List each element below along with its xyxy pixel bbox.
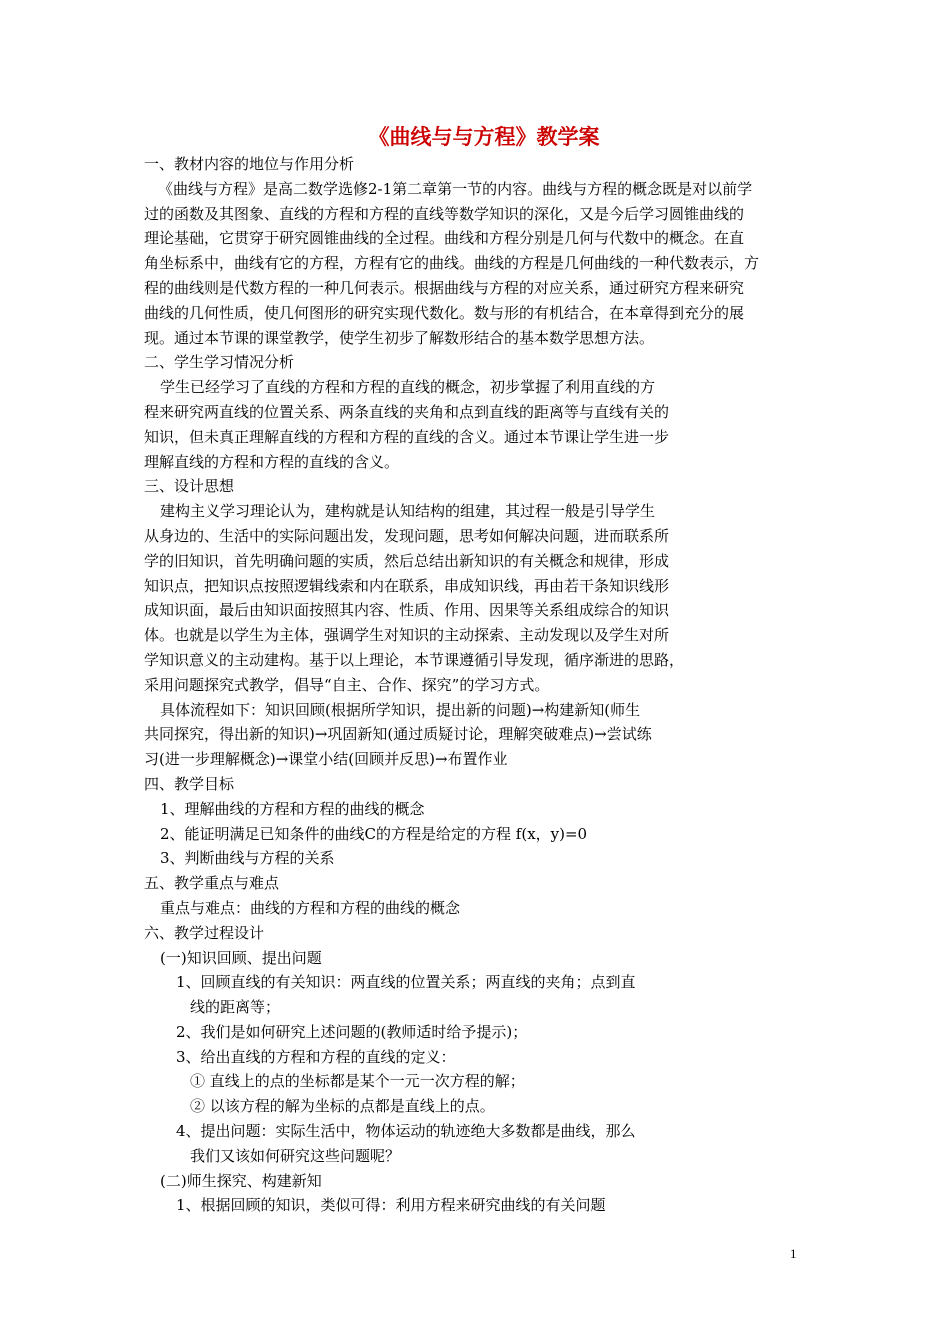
text-line: 具体流程如下：知识回顾(根据所学知识，提出新的问题)→构建新知(师生	[160, 700, 641, 719]
text-line: 二、学生学习情况分析	[144, 353, 295, 372]
text-line: 知识点，把知识点按照逻辑线索和内在联系，串成知识线，再由若干条知识线形	[144, 576, 670, 595]
text-line: 知识，但未真正理解直线的方程和方程的直线的含义。通过本节课让学生进一步	[144, 427, 670, 446]
text-line: 程来研究两直线的位置关系、两条直线的夹角和点到直线的距离等与直线有关的	[144, 402, 670, 421]
text-line: 成知识面，最后由知识面按照其内容、性质、作用、因果等关系组成综合的知识	[144, 601, 670, 620]
text-line: 学生已经学习了直线的方程和方程的直线的概念，初步掌握了利用直线的方	[160, 378, 656, 397]
text-line: 3、判断曲线与方程的关系	[160, 849, 335, 868]
text-line: 线的距离等；	[190, 998, 281, 1017]
text-line: 我们又该如何研究这些问题呢？	[190, 1146, 401, 1165]
document-body	[144, 122, 824, 1218]
text-line: 1、根据回顾的知识，类似可得：利用方程来研究曲线的有关问题	[176, 1196, 606, 1215]
text-line: ① 直线上的点的坐标都是某个一元一次方程的解；	[190, 1072, 525, 1091]
text-line: 建构主义学习理论认为，建构就是认知结构的组建，其过程一般是引导学生	[160, 502, 656, 521]
page-number: 1	[790, 1246, 797, 1261]
text-line: 习(进一步理解概念)→课堂小结(回顾并反思)→布置作业	[144, 750, 508, 769]
text-line: 曲线的几何性质，使几何图形的研究实现代数化。数与形的有机结合，在本章得到充分的展	[144, 303, 745, 322]
text-line: 程的曲线则是代数方程的一种几何表示。根据曲线与方程的对应关系，通过研究方程来研究	[144, 278, 745, 297]
text-line: 四、教学目标	[144, 774, 235, 793]
text-line: 体。也就是以学生为主体，强调学生对知识的主动探索、主动发现以及学生对所	[144, 626, 670, 645]
text-line: 采用问题探究式教学，倡导“自主、合作、探究”的学习方式。	[144, 675, 550, 694]
text-line: 五、教学重点与难点	[144, 874, 280, 893]
text-line: 2、能证明满足已知条件的曲线C的方程是给定的方程 f(x，y)=0	[160, 824, 588, 843]
text-line: ② 以该方程的解为坐标的点都是直线上的点。	[190, 1097, 495, 1116]
text-line: 共同探究，得出新的知识)→巩固新知(通过质疑讨论，理解突破难点)→尝试练	[144, 725, 652, 744]
text-line: (二)师生探究、构建新知	[160, 1171, 322, 1190]
text-line: 理论基础，它贯穿于研究圆锥曲线的全过程。曲线和方程分别是几何与代数中的概念。在直	[144, 229, 745, 248]
text-line: 学的旧知识，首先明确问题的实质，然后总结出新知识的有关概念和规律，形成	[144, 551, 670, 570]
text-line: 一、教材内容的地位与作用分析	[144, 155, 355, 173]
text-line: 从身边的、生活中的实际问题出发，发现问题，思考如何解决问题，进而联系所	[144, 526, 670, 545]
text-line: 角坐标系中，曲线有它的方程，方程有它的曲线。曲线的方程是几何曲线的一种代数表示，方	[144, 254, 760, 273]
text-line: 学知识意义的主动建构。基于以上理论，本节课遵循引导发现，循序渐进的思路，	[144, 650, 685, 669]
text-line: (一)知识回顾、提出问题	[160, 948, 322, 967]
text-line: 《曲线与方程》是高二数学选修2-1第二章第一节的内容。曲线与方程的概念既是对以前学	[158, 179, 753, 198]
text-line: 4、提出问题：实际生活中，物体运动的轨迹绝大多数都是曲线，那么	[176, 1122, 636, 1141]
text-line: 1、回顾直线的有关知识：两直线的位置关系；两直线的夹角；点到直	[176, 973, 636, 992]
text-line: 1、理解曲线的方程和方程的曲线的概念	[160, 799, 425, 818]
document-text	[144, 152, 824, 1218]
text-line: 三、设计思想	[144, 477, 235, 496]
text-line: 六、教学过程设计	[144, 923, 265, 942]
text-line: 现。通过本节课的课堂教学，使学生初步了解数形结合的基本数学思想方法。	[144, 328, 655, 347]
text-line: 2、我们是如何研究上述问题的(教师适时给予提示)；	[176, 1022, 528, 1041]
text-line: 重点与难点：曲线的方程和方程的曲线的概念	[160, 898, 461, 917]
text-line: 3、给出直线的方程和方程的直线的定义：	[176, 1047, 456, 1066]
text-line: 理解直线的方程和方程的直线的含义。	[144, 452, 400, 471]
document-title: 《曲线与与方程》教学案	[368, 124, 600, 149]
text-line: 过的函数及其图象、直线的方程和方程的直线等数学知识的深化，又是今后学习圆锥曲线的	[144, 204, 745, 223]
